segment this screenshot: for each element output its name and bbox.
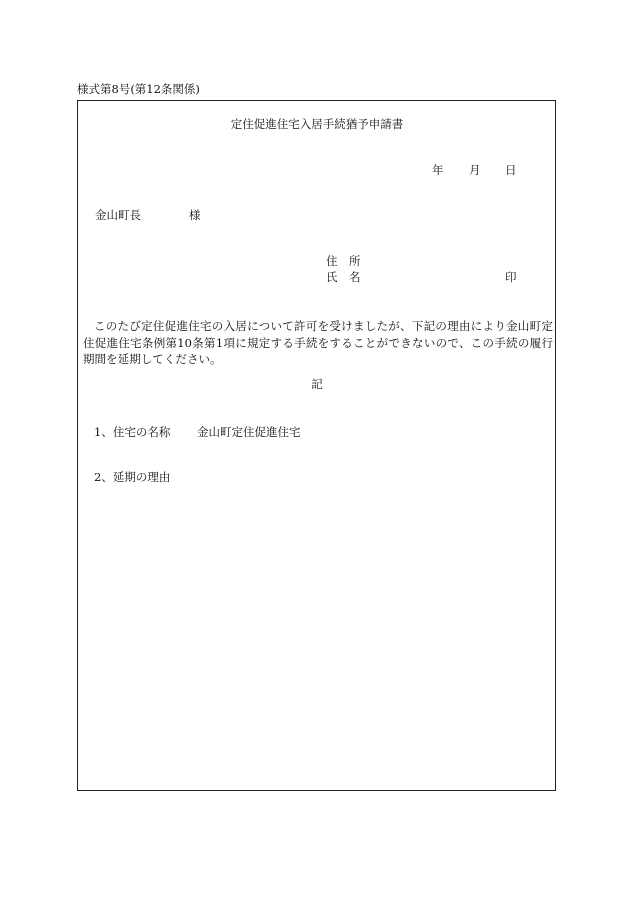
- ki-heading: 記: [311, 377, 323, 391]
- addressee-name: 金山町長: [95, 208, 141, 222]
- item-1-value: 金山町定住促進住宅: [197, 425, 301, 439]
- address-label-char-2: 所: [349, 254, 361, 268]
- document-title: 定住促進住宅入居手続猶予申請書: [230, 117, 404, 131]
- name-label-char-2: 名: [349, 270, 361, 284]
- address-label-char-1: 住: [326, 254, 338, 268]
- form-frame: [77, 100, 556, 791]
- date-year-label: 年: [432, 163, 444, 177]
- seal-mark: 印: [505, 270, 517, 284]
- name-label-char-1: 氏: [326, 270, 338, 284]
- request-body-text: このたび定住促進住宅の入居について許可を受けましたが、下記の理由により金山町定住促進住宅条例第10条第1項に規定する手続をすることができないので、この手続の履行期間を延期してください。: [83, 319, 553, 366]
- item-2-label: 2、延期の理由: [94, 470, 171, 484]
- addressee-honorific: 様: [189, 208, 201, 222]
- date-month-label: 月: [469, 163, 481, 177]
- item-1-label: 1、住宅の名称: [94, 425, 171, 439]
- form-number-label: 様式第8号(第12条関係): [77, 82, 200, 96]
- date-day-label: 日: [505, 163, 517, 177]
